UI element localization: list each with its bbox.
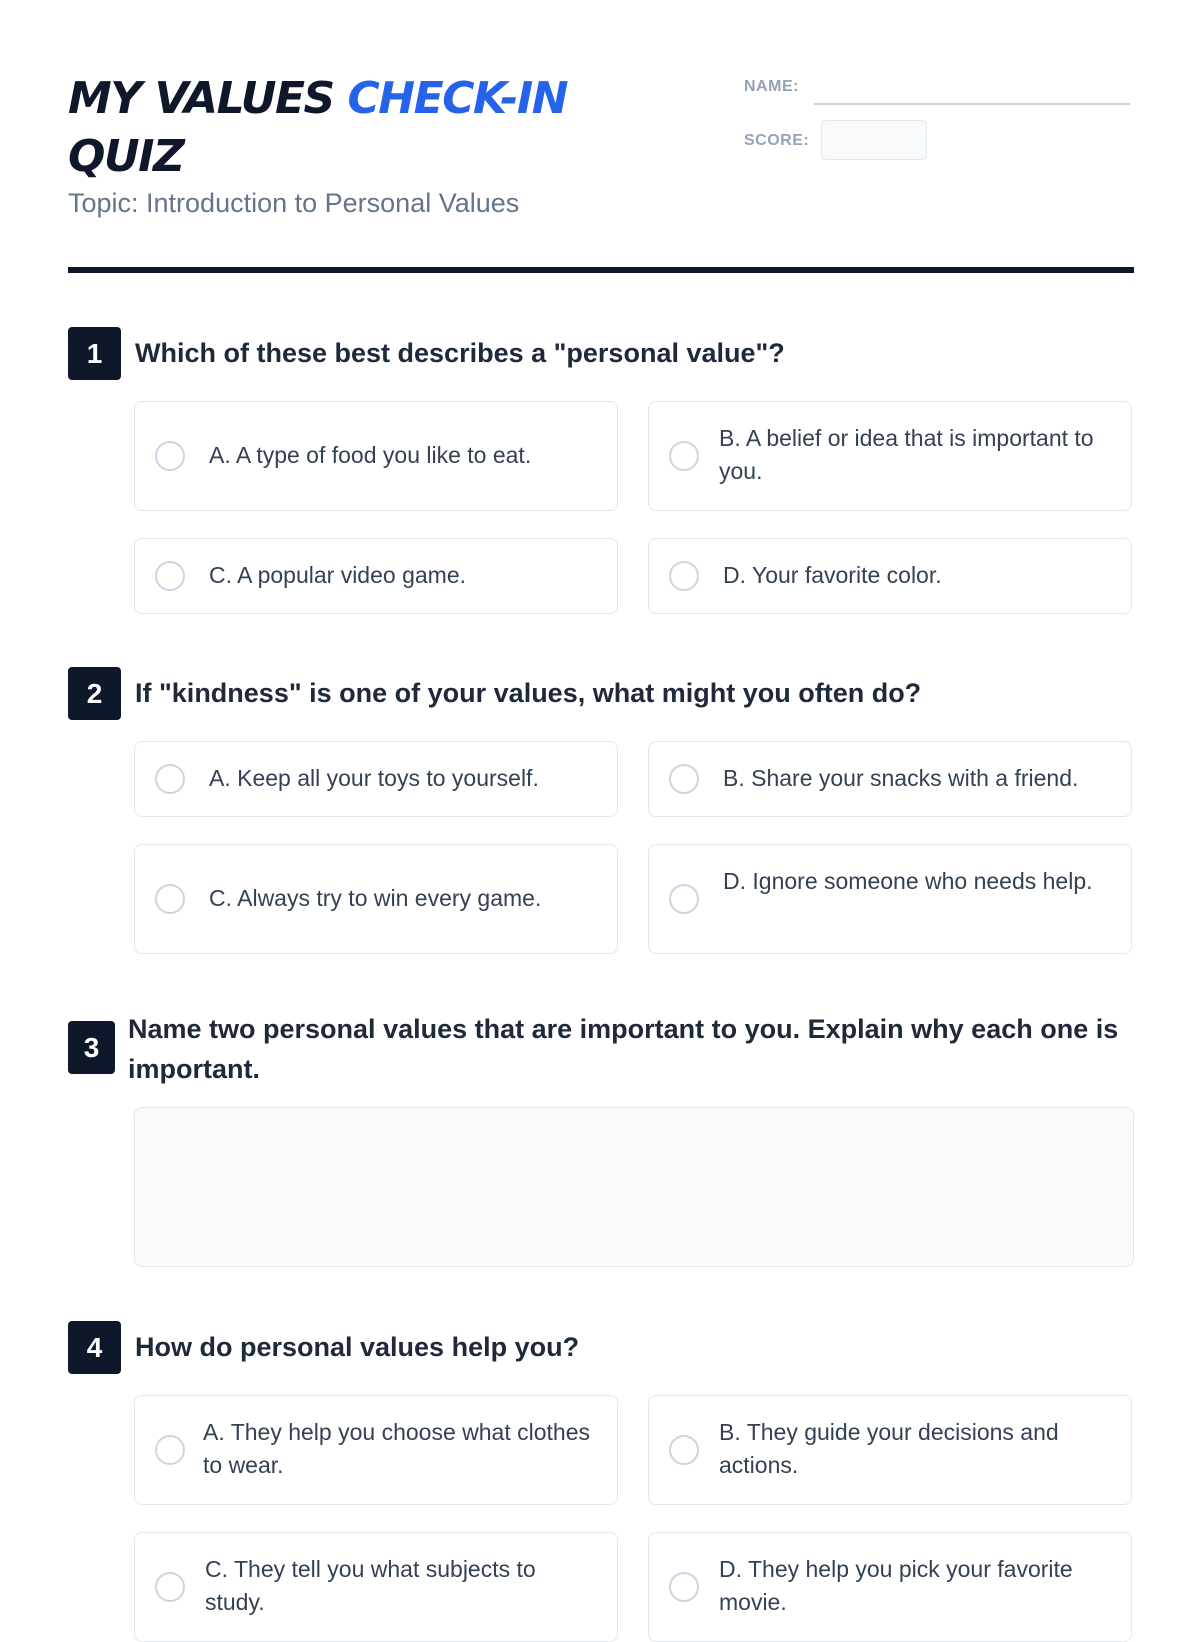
question-number-badge: 4 <box>68 1321 121 1374</box>
question-text: If "kindness" is one of your values, what might you often do? <box>135 678 922 708</box>
score-label: SCORE: <box>744 132 810 149</box>
radio-button[interactable] <box>155 1572 185 1602</box>
option-d[interactable] <box>648 1532 1132 1642</box>
option-label: A. Keep all your toys to yourself. <box>209 765 539 791</box>
option-c[interactable] <box>134 538 618 614</box>
quiz-header <box>68 70 1134 270</box>
name-field-row <box>744 70 1134 106</box>
option-label: C. A popular video game. <box>209 562 466 588</box>
score-field-row <box>744 120 1134 164</box>
radio-button[interactable] <box>669 884 699 914</box>
question-number-badge: 2 <box>68 667 121 720</box>
option-c[interactable] <box>134 844 618 954</box>
option-label: A. They help you choose what clothes to wear. <box>203 1419 590 1478</box>
option-label: D. They help you pick your favorite movie. <box>719 1556 1073 1615</box>
question-number-badge: 1 <box>68 327 121 380</box>
option-d[interactable] <box>648 844 1132 954</box>
radio-button[interactable] <box>669 1572 699 1602</box>
option-a[interactable] <box>134 1395 618 1505</box>
radio-button[interactable] <box>155 561 185 591</box>
option-label: B. A belief or idea that is important to you. <box>719 425 1094 484</box>
question-text: How do personal values help you? <box>135 1332 580 1362</box>
option-label: C. Always try to win every game. <box>209 885 542 911</box>
option-label: D. Your favorite color. <box>723 562 942 588</box>
radio-button[interactable] <box>155 1435 185 1465</box>
topic-subtitle: Topic: Introduction to Personal Values <box>68 188 520 218</box>
score-field[interactable] <box>821 120 927 160</box>
radio-button[interactable] <box>669 561 699 591</box>
name-label: NAME: <box>744 78 799 95</box>
name-field[interactable] <box>814 103 1130 105</box>
option-label: B. They guide your decisions and actions. <box>719 1419 1059 1478</box>
title-end: QUIZ <box>68 131 184 182</box>
title-accent: CHECK-IN <box>347 73 568 124</box>
header-divider <box>68 267 1134 273</box>
option-label: D. Ignore someone who needs help. <box>723 868 1093 894</box>
radio-button[interactable] <box>669 441 699 471</box>
quiz-page <box>68 0 1134 1615</box>
title-main: MY VALUES <box>68 73 348 124</box>
option-a[interactable] <box>134 401 618 511</box>
option-b[interactable] <box>648 1395 1132 1505</box>
radio-button[interactable] <box>155 764 185 794</box>
option-label: B. Share your snacks with a friend. <box>723 765 1079 791</box>
radio-button[interactable] <box>155 884 185 914</box>
question-text: Name two personal values that are important to you. Explain why each one is important. <box>128 1014 1119 1084</box>
option-a[interactable] <box>134 741 618 817</box>
option-label: A. A type of food you like to eat. <box>209 442 532 468</box>
answer-textarea[interactable] <box>134 1107 1134 1267</box>
option-b[interactable] <box>648 401 1132 511</box>
page-title <box>68 70 708 186</box>
radio-button[interactable] <box>669 764 699 794</box>
radio-button[interactable] <box>155 441 185 471</box>
radio-button[interactable] <box>669 1435 699 1465</box>
question-text: Which of these best describes a "personal value"? <box>135 338 785 368</box>
question-number-badge: 3 <box>68 1021 115 1074</box>
option-b[interactable] <box>648 741 1132 817</box>
option-d[interactable] <box>648 538 1132 614</box>
option-c[interactable] <box>134 1532 618 1642</box>
option-label: C. They tell you what subjects to study. <box>205 1556 536 1615</box>
